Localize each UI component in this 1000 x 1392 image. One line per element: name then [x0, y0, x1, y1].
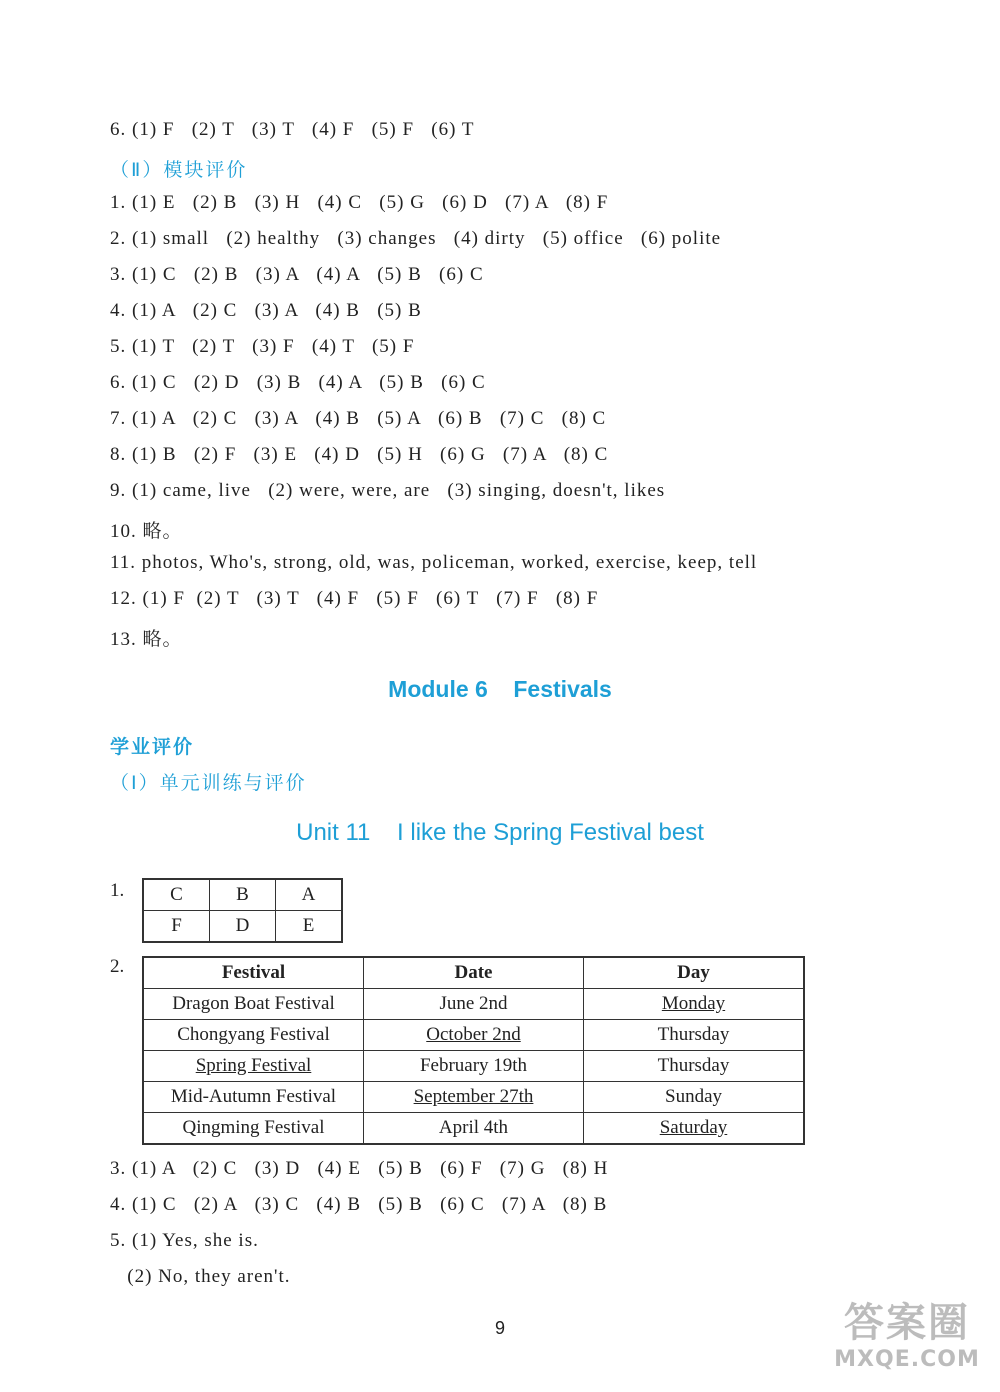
table-cell [364, 1020, 584, 1051]
column-header: Date [364, 957, 584, 989]
section-heading-unit-training: （Ⅰ）单元训练与评价 [110, 772, 307, 794]
table-cell: Mid-Autumn Festival [143, 1082, 364, 1113]
table-cell: April 4th [364, 1113, 584, 1145]
table-cell: Thursday [584, 1020, 805, 1051]
table-header-row [143, 957, 804, 989]
table-row [143, 1051, 804, 1082]
answer-line: 12. (1) F (2) T (3) T (4) F (5) F (6) T (7) F (8) F [110, 588, 599, 609]
answer-line: 6. (1) F (2) T (3) T (4) F (5) F (6) T [110, 119, 475, 140]
table-row [143, 1020, 804, 1051]
answer-line: 8. (1) B (2) F (3) E (4) D (5) H (6) G (7) A (8) C [110, 444, 609, 465]
page-number: 9 [494, 1318, 505, 1338]
grid-cell: D [210, 911, 276, 943]
table-cell: February 19th [364, 1051, 584, 1082]
grid-cell: A [276, 879, 343, 911]
table-cell [364, 1082, 584, 1113]
grid-cell: F [143, 911, 210, 943]
answer-grid [142, 878, 343, 943]
festival-table [142, 956, 805, 1145]
table-cell [584, 1113, 805, 1145]
table-cell: Chongyang Festival [143, 1020, 364, 1051]
table-cell: Dragon Boat Festival [143, 989, 364, 1020]
answer-line: 7. (1) A (2) C (3) A (4) B (5) A (6) B (7) C (8) C [110, 408, 607, 429]
table-cell [143, 1051, 364, 1082]
column-header: Festival [143, 957, 364, 989]
table-row [143, 1082, 804, 1113]
answer-line: 11. photos, Who's, strong, old, was, policeman, worked, exercise, keep, tell [110, 552, 758, 573]
underlined-answer: Monday [661, 993, 726, 1014]
section-heading-module-eval: （Ⅱ）模块评价 [110, 159, 248, 181]
answer-line: 13. 略。 [110, 629, 183, 650]
section-heading-academic: 学业评价 [110, 736, 195, 758]
watermark-url: MXQE.COM [834, 1347, 980, 1372]
answer-line: 3. (1) A (2) C (3) D (4) E (5) B (6) F (7) G (8) H [110, 1158, 609, 1179]
grid-cell: B [210, 879, 276, 911]
module-title: Module 6 Festivals [388, 676, 612, 702]
underlined-answer: September 27th [413, 1086, 534, 1107]
answer-line: 4. (1) C (2) A (3) C (4) B (5) B (6) C (7) A (8) B [110, 1194, 608, 1215]
table-cell: Thursday [584, 1051, 805, 1082]
answer-line: 9. (1) came, live (2) were, were, are (3) singing, doesn't, likes [110, 480, 666, 501]
grid-cell: C [143, 879, 210, 911]
watermark-logo [818, 1300, 996, 1390]
question-number: 1. [110, 880, 125, 901]
answer-line: (2) No, they aren't. [110, 1266, 291, 1287]
answer-line: 5. (1) T (2) T (3) F (4) T (5) F [110, 336, 415, 357]
answer-line: 6. (1) C (2) D (3) B (4) A (5) B (6) C [110, 372, 486, 393]
answer-line: 10. 略。 [110, 521, 183, 542]
watermark-logo-text: 答案圈 [844, 1300, 970, 1346]
answer-line: 4. (1) A (2) C (3) A (4) B (5) B [110, 300, 422, 321]
table-cell [584, 989, 805, 1020]
answer-line: 2. (1) small (2) healthy (3) changes (4) dirty (5) office (6) polite [110, 228, 722, 249]
underlined-answer: Spring Festival [195, 1055, 312, 1076]
table-cell: Qingming Festival [143, 1113, 364, 1145]
underlined-answer: October 2nd [426, 1024, 521, 1045]
table-row [143, 989, 804, 1020]
question-number: 2. [110, 956, 125, 977]
table-row [143, 1113, 804, 1145]
answer-line: 5. (1) Yes, she is. [110, 1230, 259, 1251]
answer-line: 1. (1) E (2) B (3) H (4) C (5) G (6) D (7) A (8) F [110, 192, 609, 213]
table-cell: Sunday [584, 1082, 805, 1113]
answer-line: 3. (1) C (2) B (3) A (4) A (5) B (6) C [110, 264, 484, 285]
unit-title: Unit 11 I like the Spring Festival best [296, 819, 704, 846]
grid-cell: E [276, 911, 343, 943]
underlined-answer: Saturday [659, 1117, 728, 1138]
table-cell: June 2nd [364, 989, 584, 1020]
column-header: Day [584, 957, 805, 989]
